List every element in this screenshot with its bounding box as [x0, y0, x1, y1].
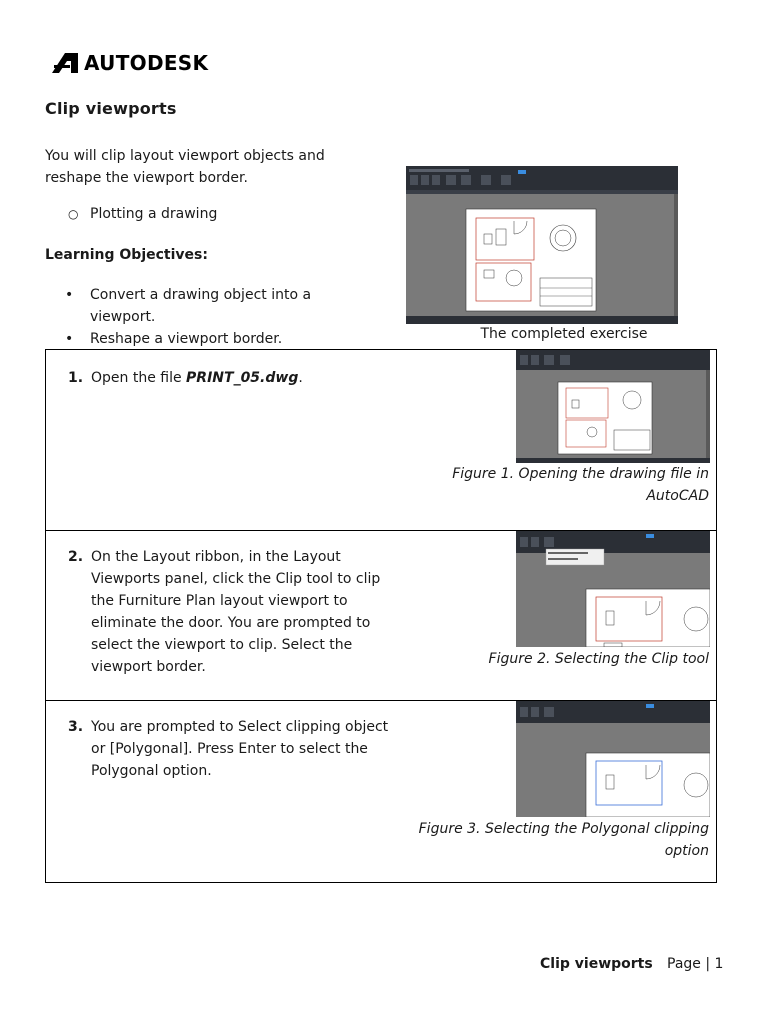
figure-caption: Figure 1. Opening the drawing file in AutoCAD	[452, 466, 709, 504]
intro-text: You will clip layout viewport objects and reshape the viewport border.	[45, 148, 325, 186]
objectives-list	[63, 284, 343, 350]
step-text-before: Open the file	[91, 370, 187, 386]
step-number: 1.	[68, 370, 84, 386]
figure-caption: Figure 3. Selecting the Polygonal clipping option	[418, 821, 709, 859]
prerequisite-label: Plotting a drawing	[90, 206, 218, 222]
autodesk-logo	[52, 51, 208, 75]
figure-caption: Figure 2. Selecting the Clip tool	[488, 651, 709, 667]
figure-2-screenshot	[516, 531, 710, 647]
figure-3-screenshot	[516, 701, 710, 817]
file-name: PRINT_05.dwg	[186, 370, 299, 386]
hollow-bullet-icon: ○	[68, 207, 79, 221]
step-instruction	[91, 367, 391, 389]
step-row	[46, 350, 716, 530]
completed-exercise-image	[406, 166, 678, 324]
objective-item: • Convert a drawing object into a viewport.	[63, 284, 343, 328]
step-number: 2.	[68, 549, 84, 565]
objectives-heading: Learning Objectives:	[45, 247, 208, 263]
prerequisite-item	[68, 203, 217, 225]
page-number: Page | 1	[667, 956, 724, 972]
step-row	[46, 530, 716, 700]
hero-caption: The completed exercise	[480, 326, 648, 342]
page-title: Clip viewports	[45, 99, 177, 118]
autodesk-logo-icon	[52, 53, 78, 73]
step-row	[46, 700, 716, 882]
steps-table	[45, 349, 717, 883]
footer-title: Clip viewports	[540, 956, 653, 972]
step-number: 3.	[68, 719, 84, 735]
brand-name: AUTODESK	[84, 51, 209, 75]
figure-1-screenshot	[516, 350, 710, 463]
objective-item: • Reshape a viewport border.	[63, 328, 343, 350]
step-text-after: .	[298, 370, 303, 386]
step-instruction: You are prompted to Select clipping object or [Polygonal]. Press Enter to select the Polygonal option.	[91, 719, 389, 779]
step-instruction: On the Layout ribbon, in the Layout Viewports panel, click the Clip tool to clip the Furniture Plan layout viewport to eliminate the door. You are prompted to select the viewport to clip. Select the viewport border.	[91, 549, 381, 675]
prerequisite-list	[68, 203, 217, 225]
